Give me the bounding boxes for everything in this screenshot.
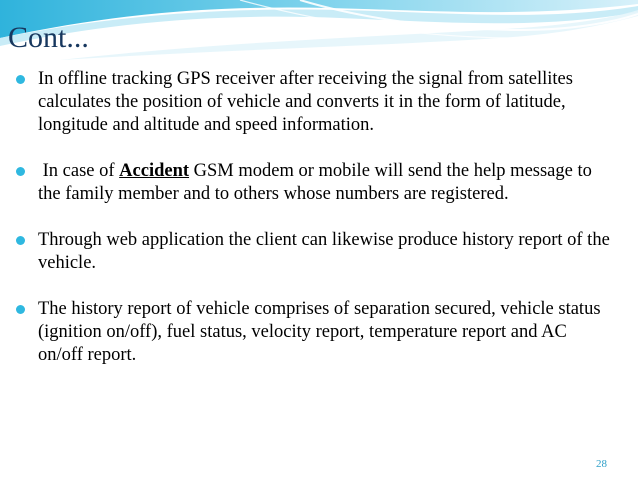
bullet-text: In offline tracking GPS receiver after receiving the signal from satellites calculates the position of vehicle and converts it in the form of latitude, longitude and altitude and speed information. [38,69,573,135]
bullet-text-prefix: In case of [38,161,120,181]
bullet-dot-icon [16,167,25,176]
bullet-dot-icon [16,75,25,84]
bullet-emphasis: Accident [119,161,190,181]
bullet-list [14,68,614,367]
page-number: 28 [596,458,607,470]
slide-title: Cont... [8,21,89,54]
bullet-text-suffix: GSM modem or mobile will send the help message to the family member and to others whose numbers are registered. [38,161,597,204]
bullet-item [14,160,614,206]
bullet-dot-icon [16,305,25,314]
bullet-item [14,68,614,137]
bullet-text: The history report of vehicle comprises of separation secured, vehicle status (ignition on/off), fuel status, velocity report, temperature report and AC on/off report. [38,299,601,365]
bullet-dot-icon [16,236,25,245]
bullet-item [14,298,614,367]
bullet-text: Through web application the client can likewise produce history report of the vehicle. [38,230,610,273]
header-wave-decoration [0,0,638,60]
bullet-item [14,229,614,275]
